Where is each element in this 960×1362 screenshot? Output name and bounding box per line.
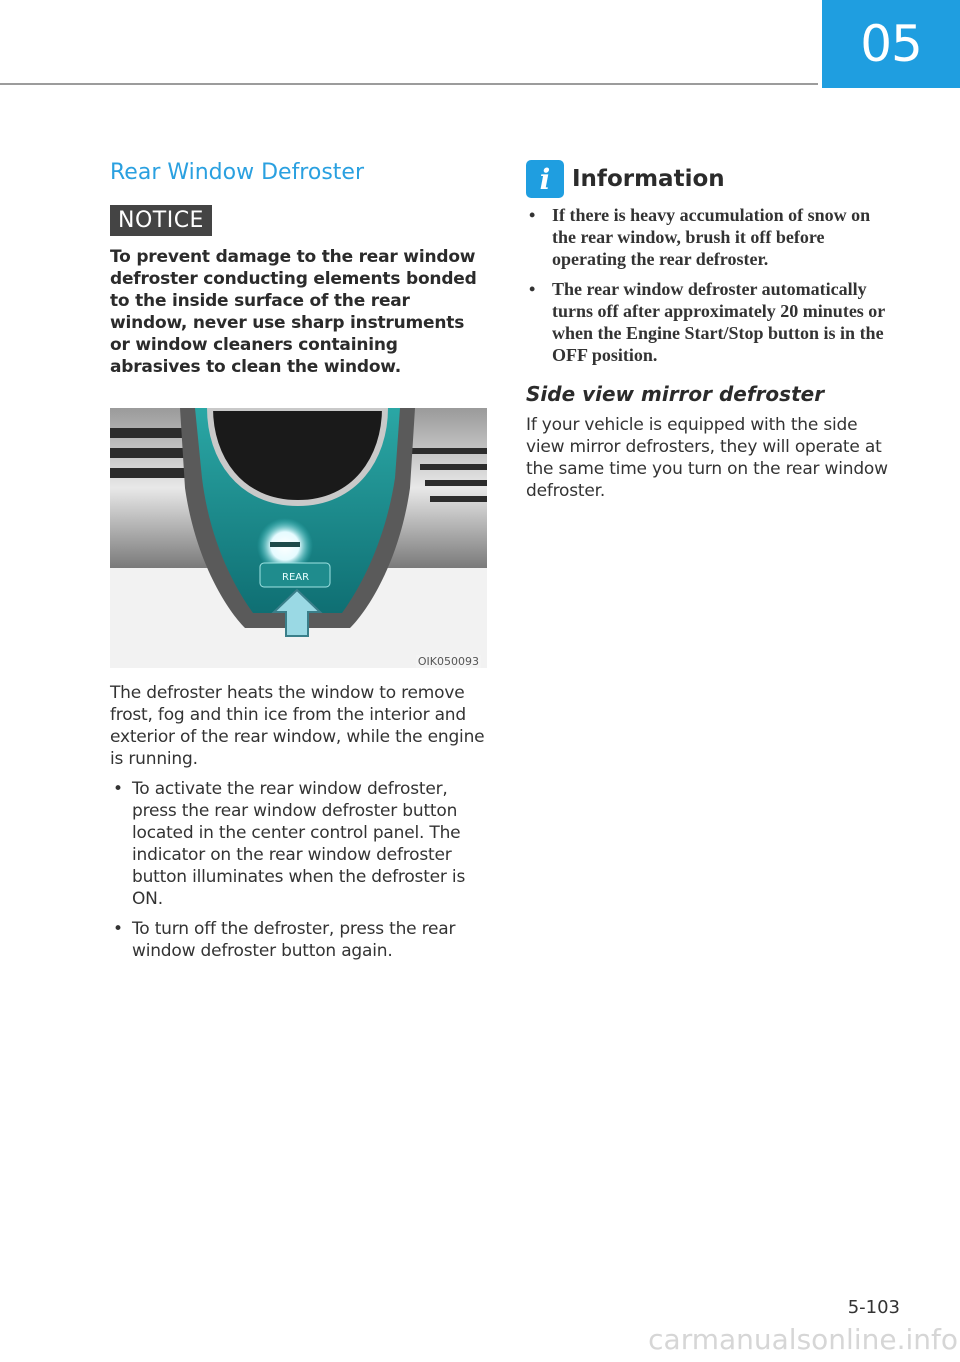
defroster-figure	[110, 408, 487, 668]
bullet-list	[110, 778, 488, 962]
information-header	[526, 160, 898, 198]
mirror-defroster-title: Side view mirror defroster	[526, 382, 825, 406]
intro-paragraph: The defroster heats the window to remove frost, fog and thin ice from the interior and exterior of the rear window, while the engine is running.	[110, 683, 485, 769]
list-item: • The rear window defroster automatically turns off after approximately 20 minutes or when the Engine Start/Stop button is in the OFF position.	[526, 278, 898, 366]
svg-text:REAR: REAR	[282, 572, 310, 583]
list-item: • To activate the rear window defroster, press the rear window defroster button located in the center control panel. The indicator on the rear window defroster button illuminates when the defroster is ON.	[110, 778, 488, 910]
header-rule	[0, 83, 818, 85]
information-list	[526, 204, 898, 366]
left-column	[110, 150, 488, 970]
mirror-defroster-text: If your vehicle is equipped with the side view mirror defrosters, they will operate at the same time you turn on the rear window defroster.	[526, 415, 888, 501]
list-item: • If there is heavy accumulation of snow on the rear window, brush it off before operating the rear defroster.	[526, 204, 898, 270]
list-item: • To turn off the defroster, press the rear window defroster button again.	[110, 918, 488, 962]
notice-text: To prevent damage to the rear window defroster conducting elements bonded to the inside surface of the rear window, never use sharp instruments or window cleaners containing abrasives to clean the window.	[110, 247, 477, 377]
watermark: carmanualsonline.info	[648, 1323, 958, 1356]
defroster-button-illustration	[110, 408, 487, 668]
info-icon: i	[526, 160, 564, 198]
information-title: Information	[572, 166, 725, 192]
page-number: 5-103	[847, 1297, 900, 1318]
section-title: Rear Window Defroster	[110, 160, 364, 185]
right-column	[526, 160, 898, 502]
chapter-number: 05	[860, 15, 922, 73]
chapter-tab	[822, 0, 960, 88]
figure-code: OIK050093	[417, 655, 479, 668]
notice-badge: NOTICE	[110, 205, 212, 236]
